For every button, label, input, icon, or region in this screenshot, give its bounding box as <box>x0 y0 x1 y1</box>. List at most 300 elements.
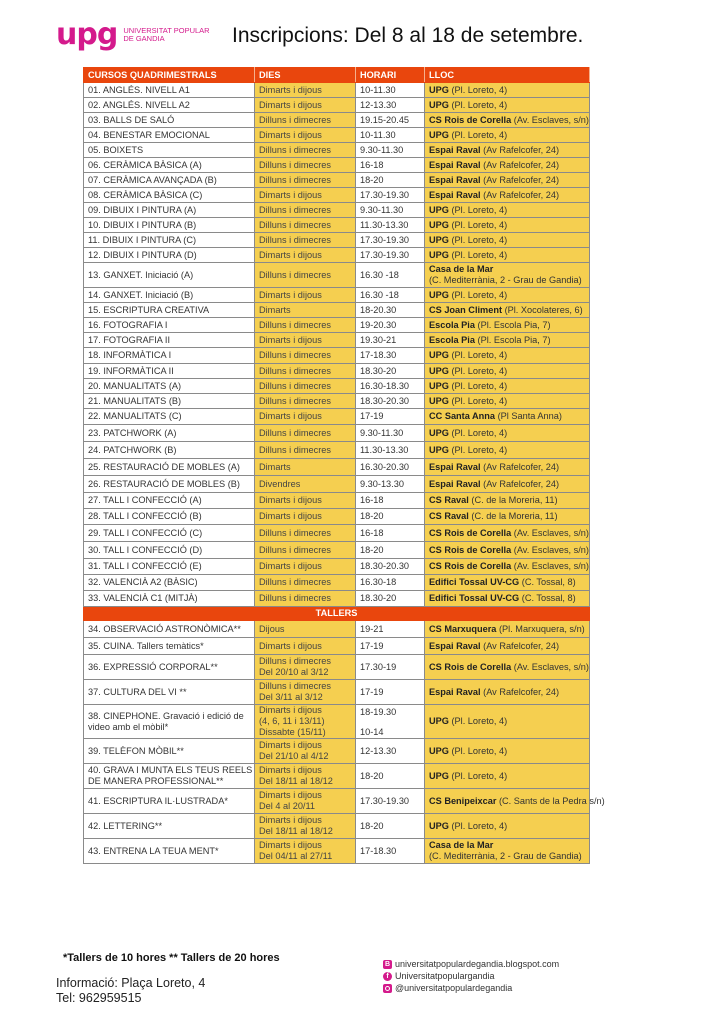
course-name-text: 11. DIBUIX I PINTURA (C) <box>88 234 197 245</box>
course-days <box>255 288 356 303</box>
location-name: Espai Raval <box>429 686 481 697</box>
location-address: (Pl. Xocolateres, 6) <box>502 304 583 315</box>
course-schedule <box>356 525 425 542</box>
table-row <box>84 379 590 394</box>
course-schedule-text: 16-18 <box>360 159 384 170</box>
table-row <box>84 425 590 442</box>
course-days <box>255 575 356 591</box>
table-row <box>84 263 590 288</box>
course-days <box>255 303 356 318</box>
course-location <box>425 559 590 575</box>
workshop-schedule-text: 17-19 <box>360 640 384 651</box>
course-days <box>255 493 356 509</box>
workshop-days <box>255 814 356 839</box>
social-instagram[interactable] <box>383 982 559 994</box>
location-name: CS Rois de Corella <box>429 114 512 125</box>
course-name <box>84 442 255 459</box>
course-name-text: 15. ESCRIPTURA CREATIVA <box>88 304 210 315</box>
workshop-name-text: 43. ENTRENA LA TEUA MENT* <box>88 845 219 856</box>
course-location <box>425 203 590 218</box>
course-schedule-text: 9.30-11.30 <box>360 144 404 155</box>
course-schedule <box>356 364 425 379</box>
course-schedule <box>356 542 425 559</box>
workshop-schedule-text: 17-18.30 <box>360 845 397 856</box>
course-name <box>84 542 255 559</box>
workshop-location <box>425 621 590 638</box>
location-name: UPG <box>429 84 449 95</box>
location-name: Casa de la Mar <box>429 264 494 274</box>
course-name-text: 33. VALENCIÀ C1 (MITJÀ) <box>88 593 198 603</box>
workshop-name-text: 38. CINEPHONE. Gravació i edició de <box>88 710 244 721</box>
course-name <box>84 128 255 143</box>
location-name: CS Rois de Corella <box>429 544 512 555</box>
location-address: (C. de la Moreria, 11) <box>468 495 558 505</box>
course-location <box>425 143 590 158</box>
location-address: (Pl. Loreto, 4) <box>448 289 508 300</box>
course-schedule-text: 12-13.30 <box>360 99 397 110</box>
table-header-row <box>84 68 590 83</box>
table-row <box>84 542 590 559</box>
location-address: (Pl. Loreto, 4) <box>448 204 508 215</box>
schedule-table <box>83 67 605 864</box>
course-name-text: 29. TALL I CONFECCIÓ (C) <box>88 527 203 538</box>
course-location <box>425 158 590 173</box>
course-name <box>84 394 255 409</box>
course-days <box>255 591 356 607</box>
workshop-name-text-2: video amb el mòbil* <box>88 721 169 732</box>
workshop-days <box>255 655 356 680</box>
location-address: (Pl. Loreto, 4) <box>448 444 508 455</box>
course-days <box>255 459 356 476</box>
location-name: CS Joan Climent <box>429 304 503 315</box>
table-row <box>84 442 590 459</box>
workshop-schedule <box>356 705 425 739</box>
location-address: (Av. Esclaves, s/n) <box>511 544 589 555</box>
course-days-text: Dilluns i dimecres <box>259 144 331 155</box>
table-row <box>84 575 590 591</box>
course-days <box>255 542 356 559</box>
workshop-name-text: 40. GRAVA I MUNTA ELS TEUS REELS <box>88 765 253 775</box>
workshop-location <box>425 814 590 839</box>
course-days-text: Dimarts i dijous <box>259 511 322 521</box>
course-schedule-text: 18-20.30 <box>360 304 397 315</box>
location-address: (Pl. Loreto, 4) <box>448 770 508 781</box>
course-name-text: 09. DIBUIX I PINTURA (A) <box>88 204 197 215</box>
location-address: (Pl. Loreto, 4) <box>448 820 508 831</box>
workshop-name <box>84 764 255 789</box>
course-name-text: 23. PATCHWORK (A) <box>88 427 177 438</box>
course-location <box>425 173 590 188</box>
course-location <box>425 288 590 303</box>
location-name: Edifici Tossal UV-CG <box>429 577 520 587</box>
workshop-location <box>425 739 590 764</box>
course-name <box>84 83 255 98</box>
course-name <box>84 509 255 525</box>
course-schedule <box>356 394 425 409</box>
location-name: UPG <box>429 427 449 438</box>
course-schedule <box>356 493 425 509</box>
course-location <box>425 379 590 394</box>
course-schedule-text: 17-18.30 <box>360 350 397 360</box>
course-days-text: Dimarts i dijous <box>259 411 322 421</box>
location-name: UPG <box>429 770 449 781</box>
course-days-text: Dilluns i dimecres <box>259 159 331 170</box>
column-header-cursos: CURSOS QUADRIMESTRALS <box>84 68 255 83</box>
course-days <box>255 233 356 248</box>
course-days-text: Dilluns i dimecres <box>259 319 331 330</box>
course-days-text: Dilluns i dimecres <box>259 444 331 455</box>
workshop-location <box>425 638 590 655</box>
course-days <box>255 203 356 218</box>
course-days-text: Dimarts i dijous <box>259 249 322 260</box>
course-schedule <box>356 113 425 128</box>
location-name: UPG <box>429 350 449 360</box>
course-days <box>255 348 356 364</box>
table-row <box>84 233 590 248</box>
course-days <box>255 113 356 128</box>
workshop-name <box>84 638 255 655</box>
table-row <box>84 680 590 705</box>
course-days-text: Dimarts <box>259 304 291 315</box>
course-location <box>425 409 590 425</box>
workshop-days <box>255 739 356 764</box>
course-schedule-text: 16.30 -18 <box>360 289 399 300</box>
location-address: (Av. Esclaves, s/n) <box>511 114 589 125</box>
workshop-days-text: Dimarts i dijous <box>259 740 322 750</box>
course-location <box>425 525 590 542</box>
table-row <box>84 173 590 188</box>
logo-line-1: UNIVERSITAT POPULAR <box>123 26 210 35</box>
logo-text <box>123 27 209 43</box>
course-days <box>255 83 356 98</box>
location-address: (Av Rafelcofer, 24) <box>480 189 560 200</box>
course-days <box>255 525 356 542</box>
table-row <box>84 83 590 98</box>
course-days <box>255 333 356 348</box>
workshop-name-text: 35. CUINA. Tallers temàtics* <box>88 640 204 651</box>
course-name <box>84 203 255 218</box>
course-schedule-text: 18.30-20.30 <box>360 561 410 571</box>
location-name: Edifici Tossal UV-CG <box>429 593 520 603</box>
section-tallers <box>84 607 590 621</box>
course-name-text: 10. DIBUIX I PINTURA (B) <box>88 219 197 230</box>
location-address: (Pl. Loreto, 4) <box>448 427 508 438</box>
course-days-text: Divendres <box>259 478 301 489</box>
workshop-location <box>425 680 590 705</box>
course-days-text: Dilluns i dimecres <box>259 350 331 360</box>
course-schedule-text: 16-18 <box>360 527 384 538</box>
location-address: (Pl. Loreto, 4) <box>448 84 508 95</box>
upg-logo <box>56 17 210 52</box>
instagram-icon <box>383 984 392 993</box>
course-schedule <box>356 575 425 591</box>
social-instagram-text[interactable]: @universitatpopulardegandia <box>395 983 513 993</box>
course-days-text: Dilluns i dimecres <box>259 204 331 215</box>
location-name: UPG <box>429 380 449 391</box>
logo-line-2: DE GANDIA <box>123 34 165 43</box>
course-location <box>425 348 590 364</box>
workshop-name-text: 36. EXPRESSIÓ CORPORAL** <box>88 661 218 672</box>
location-name: CS Rois de Corella <box>429 561 512 571</box>
workshop-schedule <box>356 764 425 789</box>
location-name: CS Benipeixcar <box>429 795 497 806</box>
course-days <box>255 188 356 203</box>
workshop-name-text-2: DE MANERA PROFESSIONAL** <box>88 776 224 786</box>
course-days <box>255 128 356 143</box>
location-name: UPG <box>429 129 449 140</box>
course-schedule <box>356 303 425 318</box>
course-schedule <box>356 425 425 442</box>
course-schedule-text: 18.30-20.30 <box>360 395 410 406</box>
table-row <box>84 218 590 233</box>
location-name: UPG <box>429 365 449 376</box>
table-row <box>84 143 590 158</box>
location-address: (Pl. Loreto, 4) <box>448 716 508 726</box>
course-days <box>255 394 356 409</box>
course-location <box>425 248 590 263</box>
course-schedule <box>356 559 425 575</box>
course-schedule <box>356 233 425 248</box>
course-schedule-text: 9.30-11.30 <box>360 204 404 215</box>
course-location <box>425 509 590 525</box>
location-name: UPG <box>429 289 449 300</box>
workshop-days <box>255 621 356 638</box>
course-days-text: Dilluns i dimecres <box>259 593 331 603</box>
workshop-location <box>425 764 590 789</box>
social-blog[interactable] <box>383 958 559 970</box>
location-address: (C. Tossal, 8) <box>519 577 576 587</box>
course-name <box>84 591 255 607</box>
course-schedule-text: 18.30-20 <box>360 365 397 376</box>
course-days <box>255 379 356 394</box>
course-location <box>425 83 590 98</box>
course-days-text: Dilluns i dimecres <box>259 427 331 438</box>
location-address: (Pl. Loreto, 4) <box>448 350 508 360</box>
workshop-days <box>255 789 356 814</box>
course-name <box>84 158 255 173</box>
location-address: (Av Rafelcofer, 24) <box>480 174 560 185</box>
location-address: (Av. Esclaves, s/n) <box>511 561 589 571</box>
location-address: (Pl. Marxuquera, s/n) <box>496 623 585 634</box>
course-name <box>84 143 255 158</box>
course-days <box>255 143 356 158</box>
location-address: (Pl. Loreto, 4) <box>448 395 508 406</box>
course-schedule-text: 17-19 <box>360 411 384 421</box>
workshop-name <box>84 621 255 638</box>
table-row <box>84 591 590 607</box>
course-name <box>84 173 255 188</box>
location-name: UPG <box>429 219 449 230</box>
course-days-text: Dimarts i dijous <box>259 289 322 300</box>
course-schedule-text: 17.30-19.30 <box>360 249 410 260</box>
location-address: (C. de la Moreria, 11) <box>468 511 558 521</box>
workshop-days-text: Dilluns i dimecres <box>259 656 331 666</box>
course-name <box>84 303 255 318</box>
course-days-text: Dimarts i dijous <box>259 84 322 95</box>
course-days-text: Dimarts i dijous <box>259 561 322 571</box>
workshop-dates-text: (4, 6, 11 i 13/11) <box>259 716 325 726</box>
social-facebook[interactable] <box>383 970 559 982</box>
course-name-text: 17. FOTOGRAFIA II <box>88 334 171 345</box>
course-schedule-text: 11.30-13.30 <box>360 219 409 230</box>
workshop-location <box>425 839 590 864</box>
workshop-days-text: Dimarts i dijous <box>259 765 322 775</box>
course-name <box>84 559 255 575</box>
course-location <box>425 394 590 409</box>
blogger-icon: B <box>384 960 391 968</box>
course-location <box>425 98 590 113</box>
workshop-days-text: Dimarts i dijous <box>259 815 322 825</box>
workshop-schedule <box>356 739 425 764</box>
course-schedule-text: 16.30-18 <box>360 577 397 587</box>
course-days <box>255 318 356 333</box>
course-location <box>425 442 590 459</box>
course-location <box>425 263 590 288</box>
workshop-schedule-text: 17.30-19.30 <box>360 795 410 806</box>
course-days-text: Dilluns i dimecres <box>259 544 331 555</box>
course-name-text: 21. MANUALITATS (B) <box>88 395 182 406</box>
course-schedule <box>356 158 425 173</box>
course-name <box>84 98 255 113</box>
location-name: Espai Raval <box>429 461 481 472</box>
workshop-name <box>84 839 255 864</box>
course-schedule <box>356 476 425 493</box>
social-blog-text[interactable]: universitatpopulardegandia.blogspot.com <box>395 959 560 969</box>
course-name <box>84 288 255 303</box>
contact-info <box>56 976 205 1006</box>
course-days <box>255 173 356 188</box>
social-links <box>383 958 559 994</box>
course-name-text: 01. ANGLÉS. NIVELL A1 <box>88 84 190 95</box>
workshop-schedule-text-2: 10-14 <box>360 726 384 737</box>
course-location <box>425 233 590 248</box>
workshop-location <box>425 789 605 814</box>
location-name: UPG <box>429 395 449 406</box>
workshop-dates-text: Del 3/11 al 3/12 <box>259 692 323 702</box>
workshop-schedule <box>356 680 425 705</box>
course-location <box>425 318 590 333</box>
location-name: CS Raval <box>429 495 469 505</box>
course-days <box>255 364 356 379</box>
course-days-text: Dilluns i dimecres <box>259 395 331 406</box>
location-name: Espai Raval <box>429 159 481 170</box>
table-row <box>84 509 590 525</box>
workshop-name <box>84 789 255 814</box>
course-name-text: 26. RESTAURACIÓ DE MOBLES (B) <box>88 478 240 489</box>
table-row <box>84 248 590 263</box>
course-name <box>84 348 255 364</box>
location-address: (Pl. Loreto, 4) <box>448 129 508 140</box>
course-schedule-text: 16.30-18.30 <box>360 380 410 391</box>
course-schedule-text: 16-18 <box>360 495 384 505</box>
course-days <box>255 425 356 442</box>
location-address: (Pl. Loreto, 4) <box>448 234 508 245</box>
location-address: (Av Rafelcofer, 24) <box>480 144 560 155</box>
workshop-days <box>255 680 356 705</box>
location-address: (Pl. Loreto, 4) <box>448 219 508 230</box>
workshop-days-text: Dimarts i dijous <box>259 840 322 850</box>
workshop-schedule-text: 18-19.30 <box>360 706 397 717</box>
table-row <box>84 459 590 476</box>
location-name: UPG <box>429 716 449 726</box>
table-row <box>84 839 590 864</box>
course-location <box>425 113 590 128</box>
course-name <box>84 188 255 203</box>
workshop-schedule <box>356 638 425 655</box>
course-location <box>425 542 590 559</box>
course-days-text: Dimarts i dijous <box>259 99 322 110</box>
course-name <box>84 425 255 442</box>
location-name: UPG <box>429 204 449 215</box>
workshop-schedule-text: 18-20 <box>360 820 384 831</box>
workshop-dates-text: Del 4 al 20/11 <box>259 801 316 811</box>
course-name-text: 16. FOTOGRAFIA I <box>88 319 168 330</box>
course-name-text: 27. TALL I CONFECCIÓ (A) <box>88 495 202 505</box>
course-name-text: 22. MANUALITATS (C) <box>88 411 182 421</box>
course-days-text: Dilluns i dimecres <box>259 174 331 185</box>
location-name: UPG <box>429 745 449 756</box>
location-name: UPG <box>429 249 449 260</box>
course-schedule <box>356 173 425 188</box>
workshop-days-text: Dilluns i dimecres <box>259 681 331 691</box>
hours-note: *Tallers de 10 hores ** Tallers de 20 hores <box>63 952 280 964</box>
course-schedule <box>356 409 425 425</box>
workshop-location <box>425 705 590 739</box>
location-address: (Pl. Escola Pia, 7) <box>474 319 551 330</box>
course-schedule-text: 19.30-21 <box>360 334 397 345</box>
table-row <box>84 739 590 764</box>
course-schedule <box>356 263 425 288</box>
location-address: (Av. Esclaves, s/n) <box>511 527 589 538</box>
course-schedule <box>356 288 425 303</box>
location-name: UPG <box>429 820 449 831</box>
course-name-text: 20. MANUALITATS (A) <box>88 380 182 391</box>
workshop-dates-text: Del 18/11 al 18/12 <box>259 826 333 836</box>
workshop-schedule <box>356 839 425 864</box>
location-address: (Pl. Loreto, 4) <box>448 365 508 376</box>
table-row <box>84 318 590 333</box>
workshop-schedule-text: 17-19 <box>360 686 384 697</box>
location-name: Escola Pia <box>429 334 475 345</box>
course-location <box>425 425 590 442</box>
course-name <box>84 333 255 348</box>
course-days-text: Dilluns i dimecres <box>259 219 331 230</box>
course-name-text: 13. GANXET. Iniciació (A) <box>88 269 194 280</box>
course-schedule <box>356 203 425 218</box>
social-facebook-text[interactable]: Universitatpopulargandia <box>395 971 495 981</box>
course-days <box>255 98 356 113</box>
table-row <box>84 638 590 655</box>
course-name-text: 12. DIBUIX I PINTURA (D) <box>88 249 197 260</box>
workshop-name <box>84 705 255 739</box>
course-name <box>84 113 255 128</box>
location-address: (Pl. Loreto, 4) <box>448 745 508 756</box>
location-name: Espai Raval <box>429 144 481 155</box>
location-name: CS Rois de Corella <box>429 661 512 672</box>
course-schedule <box>356 318 425 333</box>
table-row <box>84 364 590 379</box>
page-title: Inscripcions: Del 8 al 18 de setembre. <box>232 24 584 47</box>
table-row <box>84 789 590 814</box>
course-name <box>84 575 255 591</box>
course-days-text: Dilluns i dimecres <box>259 114 331 125</box>
course-name <box>84 493 255 509</box>
location-name: CS Raval <box>429 511 469 521</box>
facebook-icon: f <box>383 972 392 981</box>
course-schedule <box>356 143 425 158</box>
workshop-schedule <box>356 789 425 814</box>
workshop-days-text: Dijous <box>259 623 285 634</box>
